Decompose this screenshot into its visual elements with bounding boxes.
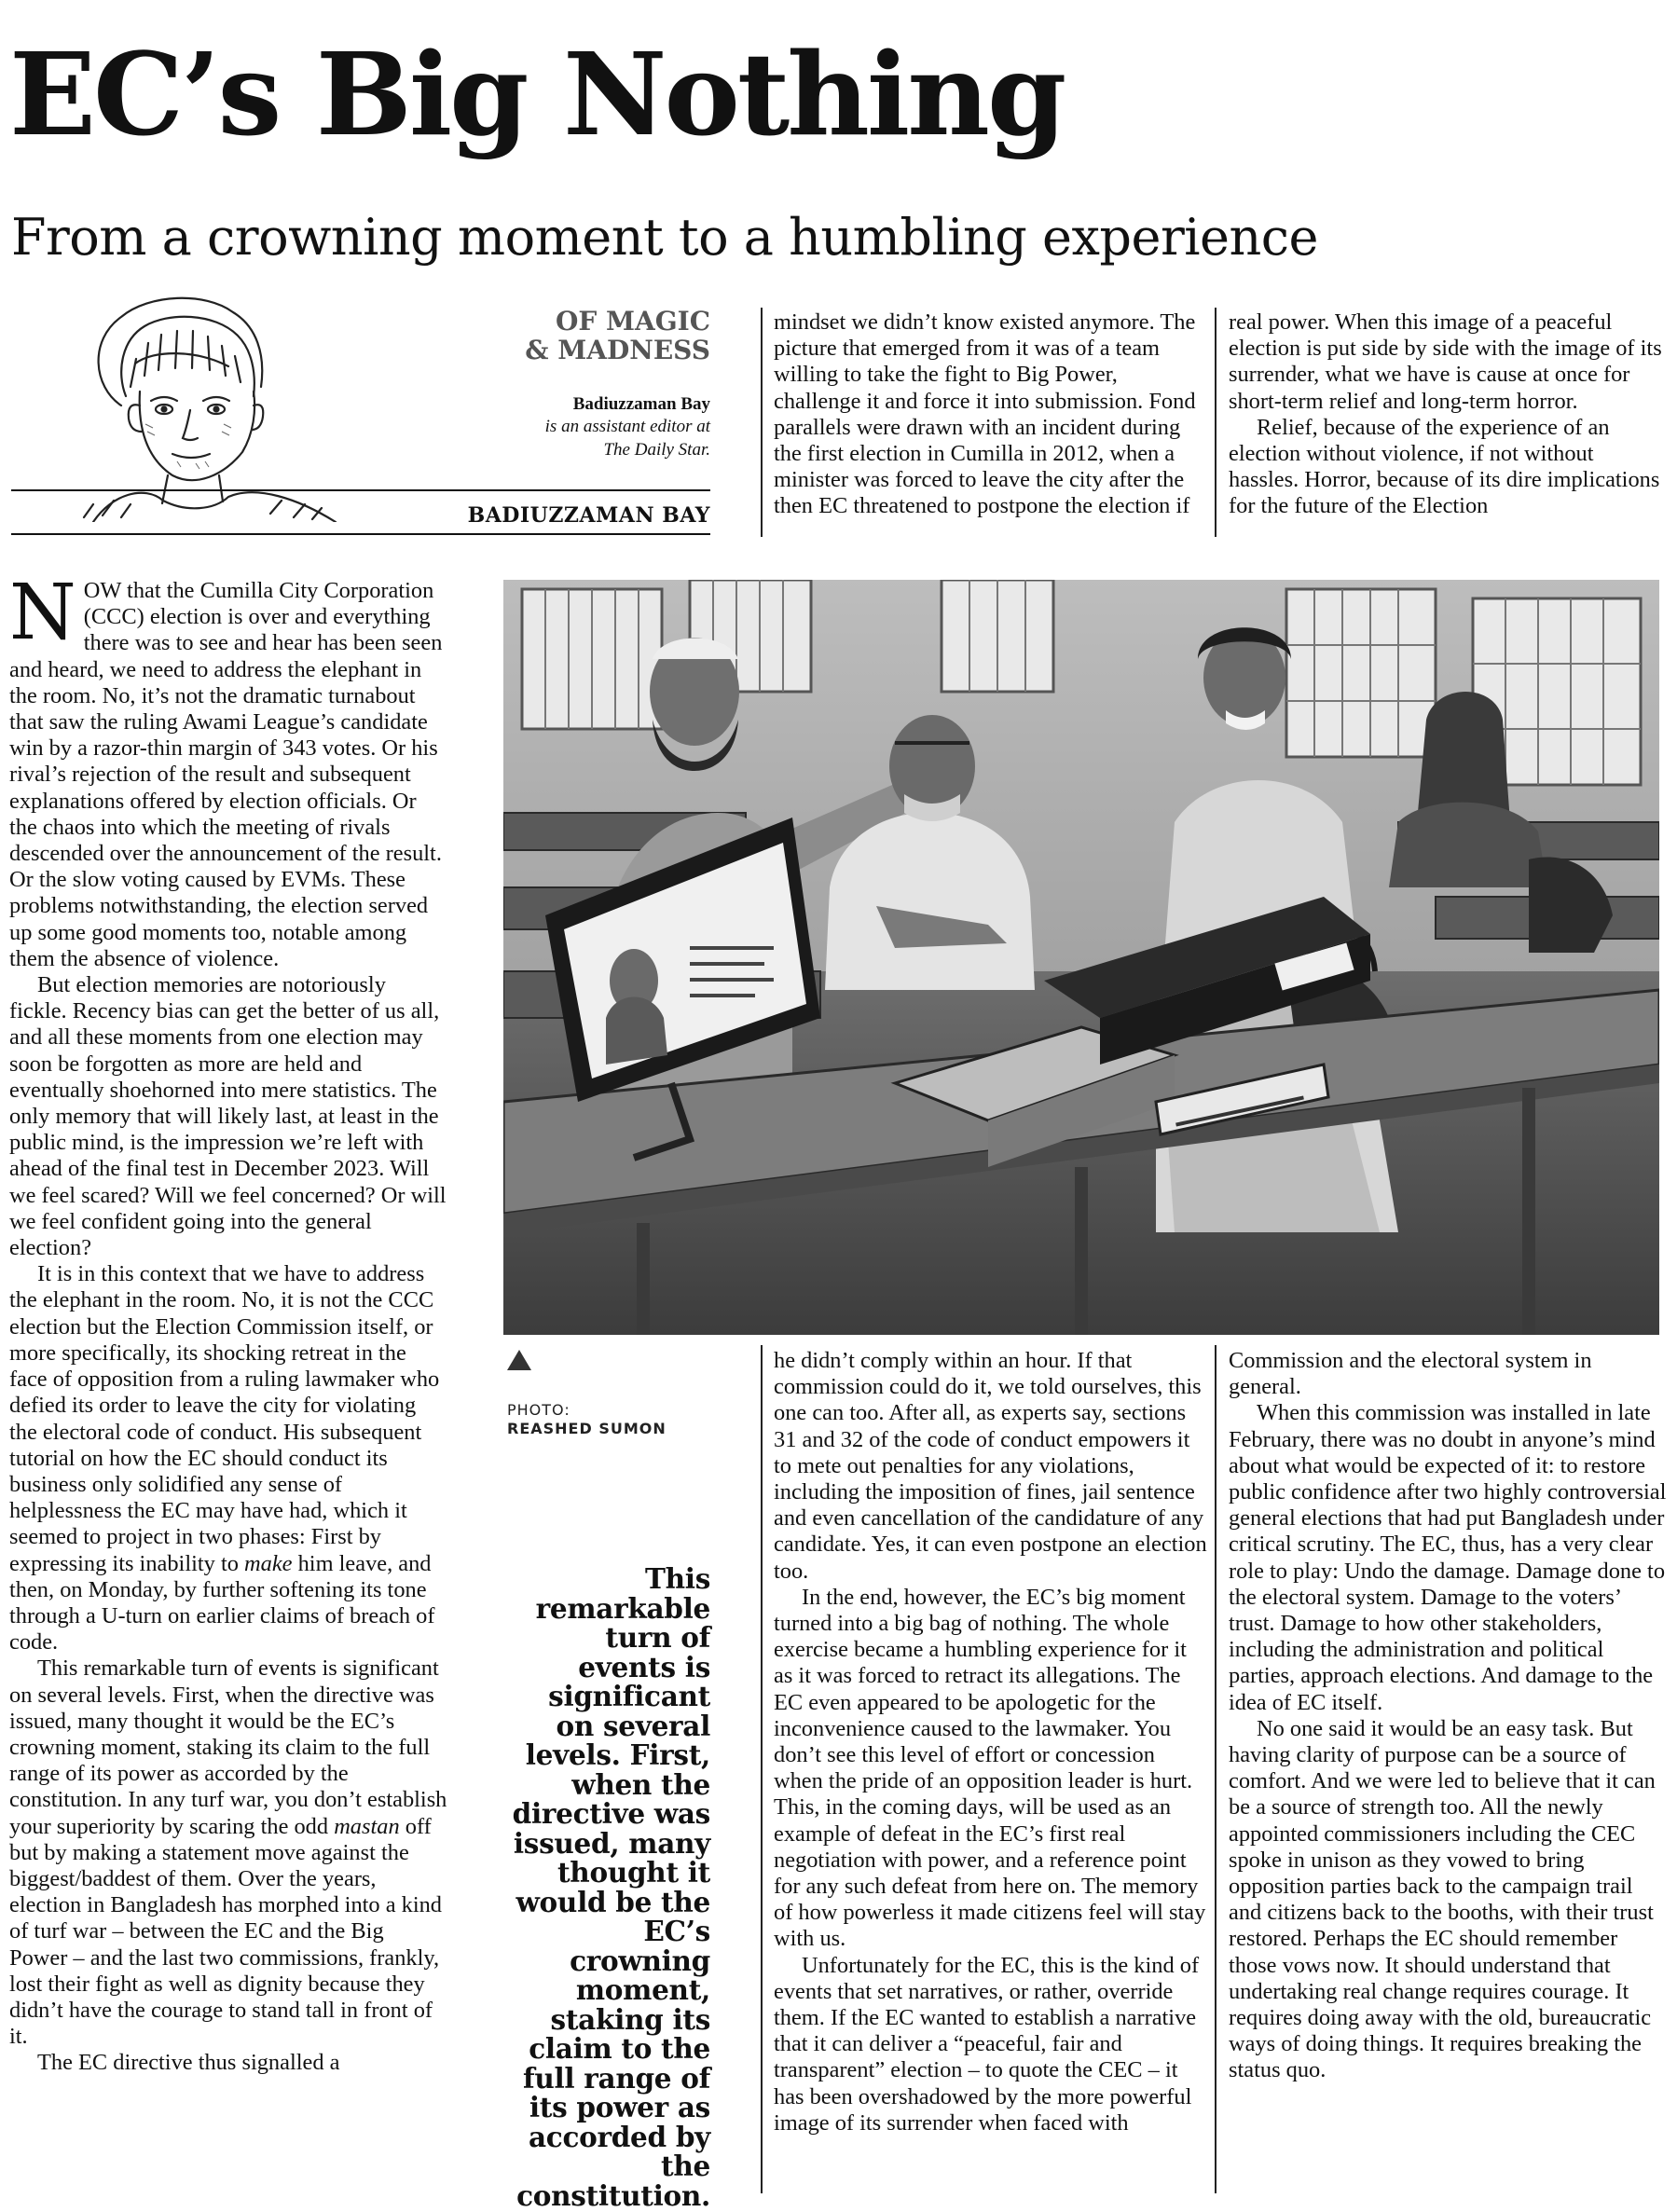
article-paragraph: real power. When this image of a peaceful election is put side by side with the image of its surrender, what we have is cause at once for short-term relief and long-term horror. bbox=[1229, 309, 1662, 414]
column-rule bbox=[1215, 308, 1217, 537]
article-paragraph: Commission and the electoral system in general. bbox=[1229, 1348, 1592, 1400]
header-bottom-rule bbox=[11, 533, 710, 535]
article-paragraph: This remarkable turn of events is significant on several levels. First, when the directive was issued, many thought it would be the EC’s crowning moment, staking its claim to the full range of its power as accorded by the constitution. In any turf war, you don’t establish your superiority by scaring the odd mastan off but by making a statement move against the biggest/baddest of them. Over the years, election in Bangladesh has morphed into a kind of turf war – between the EC and the Big Power – and the last two commissions, frankly, lost their fight as well as dignity because they didn’t have the courage to stand tall in front of it. bbox=[9, 1656, 447, 2050]
photo-credit-label: PHOTO: bbox=[507, 1401, 570, 1419]
polling-booth-scene bbox=[503, 580, 1659, 1335]
drop-cap: N bbox=[9, 569, 76, 657]
article-paragraph: No one said it would be an easy task. But having clarity of purpose can be a source of comfort. And we were led to believe that it can be a source of strength too. All the newly appointed commissioners including the CEC spoke in unison as they vowed to bring opposition parties back to the campaign trail and citizens back to the booths, with their trust restored. Perhaps the EC should remember those vows now. It should understand that undertaking real change requires courage. It requires doing away with the old, bureaucratic ways of doing things. It requires breaking the status quo. bbox=[1229, 1715, 1656, 2083]
author-bio-name: Badiuzzaman Bay bbox=[572, 393, 710, 414]
article-paragraph: But election memories are notoriously fickle. Recency bias can get the better of us all, and all these moments from one election may soon be forgotten as more are held and eventually shoehorned into mere statistics. The only memory that will likely last, at least in the public mind, is the impression we’re left with ahead of the final test in December 2023. Will we feel scared? Will we feel concerned? Or will we feel confident going into the general election? bbox=[9, 972, 447, 1261]
column-rule bbox=[1215, 1345, 1217, 2193]
column-rule bbox=[761, 1345, 763, 2193]
column-info bbox=[466, 308, 710, 462]
author-bio-role: is an assistant editor at bbox=[544, 417, 710, 437]
column-name-line-1: OF MAGIC bbox=[555, 306, 710, 337]
subheadline: From a crowning moment to a humbling experience bbox=[11, 208, 1318, 267]
article-column-2-bottom bbox=[774, 1348, 1208, 2136]
headline: EC’s Big Nothing bbox=[9, 27, 1065, 161]
author-portrait bbox=[56, 284, 410, 522]
pull-quote: This remarkable turn of events is significant on several levels. First, when the directive was issued, many thought it would be the EC’s crowning moment, staking its claim to the full range of its power as accorded by the constitution. bbox=[512, 1562, 710, 2212]
column-name-line-2: & MADNESS bbox=[525, 334, 710, 365]
news-photo bbox=[503, 580, 1659, 1335]
author-byline: BADIUZZAMAN BAY bbox=[467, 503, 710, 528]
article-paragraph: Unfortunately for the EC, this is the kind of events that set narratives, or rather, override them. If the EC wanted to establish a narrative that it can deliver a “peaceful, fair and transparent” election – to quote the CEC – it has been overshadowed by the more powerful image of its surrender when faced with bbox=[774, 1952, 1200, 2136]
column-rule bbox=[761, 308, 763, 537]
article-column-1 bbox=[9, 569, 447, 2077]
photo-credit-marker bbox=[507, 1350, 531, 1370]
photo-credit-name: REASHED SUMON bbox=[507, 1420, 667, 1437]
byline-rule bbox=[11, 489, 710, 491]
article-column-3-bottom bbox=[1229, 1348, 1667, 2084]
article-paragraph: In the end, however, the EC’s big moment turned into a big bag of nothing. The whole exercise became a humbling experience for it as it was forced to retract its allegations. The EC even appeared to be apologetic for the inconvenience caused to the lawmaker. You don’t see this level of effort or concession when the pride of an opposition leader is hurt. This, in the coming days, will be used as an example of defeat in the EC’s first real negotiation with power, and a reference point for any such defeat from here on. The memory of how powerless it made citizens feel will stay with us. bbox=[774, 1584, 1206, 1952]
article-paragraph: Relief, because of the experience of an election without violence, if not without hassles. Horror, because of its dire implications for the future of the Election bbox=[1229, 414, 1660, 519]
article-column-2-top bbox=[774, 309, 1207, 520]
article-paragraph: It is in this context that we have to address the elephant in the room. No, it is not the CCC election but the Election Commission itself, or more specifically, its shocking retreat in the face of opposition from a ruling lawmaker who defied its order to leave the city for violating the electoral code of conduct. His subsequent tutorial on how the EC should conduct its business only solidified any sense of helplessness the EC may have had, which it seemed to project in two phases: First by expressing its inability to make him leave, and then, on Monday, by further softening its tone through a U-turn on earlier claims of breach of code. bbox=[9, 1261, 440, 1656]
article-column-3-top bbox=[1229, 309, 1667, 520]
article-paragraph: When this commission was installed in late February, there was no doubt in anyone’s mind about what would be expected of it: to restore public confidence after two highly controversial general elections that had put Bangladesh under critical scrutiny. The EC, thus, has a very clear role to play: Undo the damage. Damage done to the electoral system. Damage to the voters’ trust. Damage to how other stakeholders, including the administration and political parties, approach elections. And damage to the idea of EC itself. bbox=[1229, 1400, 1667, 1715]
article-paragraph: The EC directive thus signalled a bbox=[37, 2050, 340, 2076]
article-paragraph: he didn’t comply within an hour. If that commission could do it, we told ourselves, this one can too. After all, as experts say, sections 31 and 32 of the code of conduct empowers it to mete out penalties for any violations, including the imposition of fines, jail sentence and even cancellation of the candidature of any candidate. Yes, it can even postpone an election too. bbox=[774, 1348, 1207, 1584]
article-paragraph: mindset we didn’t know existed anymore. The picture that emerged from it was of a team willing to take the fight to Big Power, challenge it and force it into submission. Fond parallels were drawn with an incident during the first election in Cumilla in 2012, when a minister was forced to leave the city after the then EC threatened to postpone the election if bbox=[774, 309, 1196, 519]
author-bio-publication: The Daily Star. bbox=[603, 439, 710, 460]
article-paragraph: NOW that the Cumilla City Corporation (CCC) election is over and everything there was to see and hear has been seen and heard, we need to address the elephant in the room. No, it’s not the dramatic turnabout that saw the ruling Awami League’s candidate win by a razor-thin margin of 343 votes. Or his rival’s rejection of the result and subsequent explanations offered by election officials. Or the chaos into which the meeting of rivals descended over the announcement of the result. Or the slow voting caused by EVMs. These problems notwithstanding, the election served up some good moments too, notable among them the absence of violence. bbox=[9, 569, 443, 971]
